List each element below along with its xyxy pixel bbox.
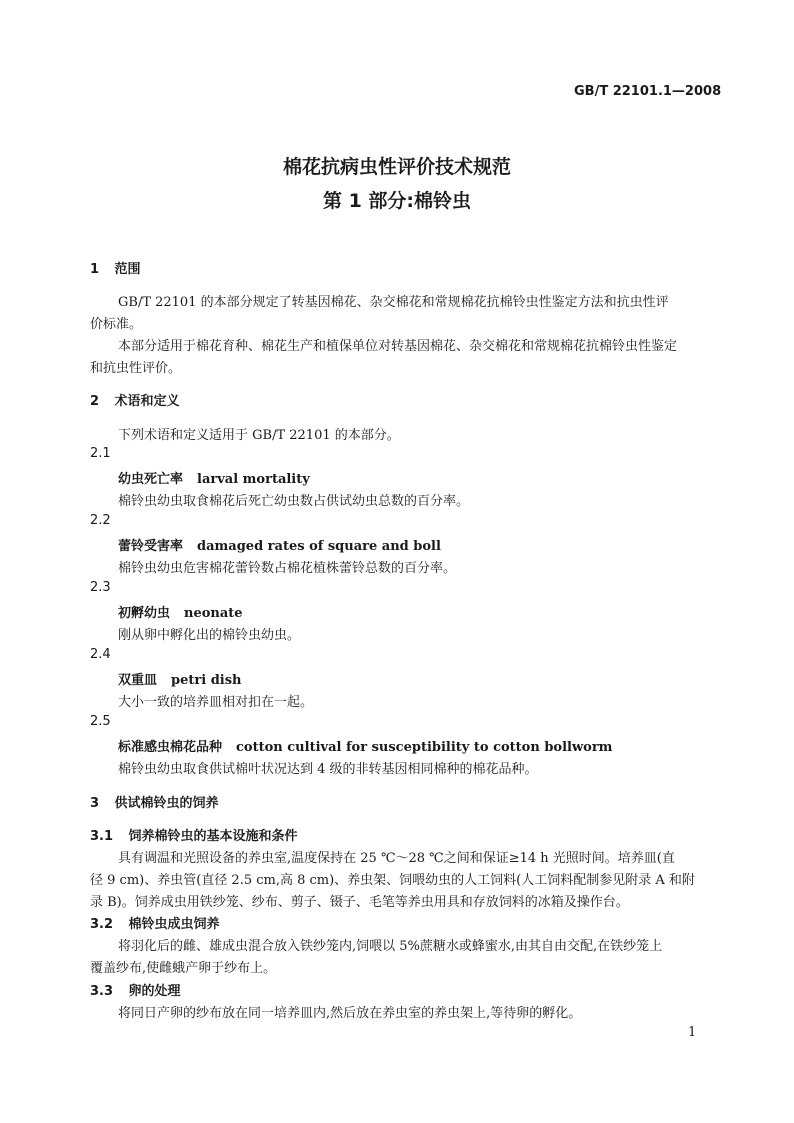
term-heading bbox=[118, 602, 243, 621]
term-definition: 棉铃虫幼虫取食棉花后死亡幼虫数占供试幼虫总数的百分率。 bbox=[118, 494, 470, 509]
term-definition: 棉铃虫幼虫危害棉花蕾铃数占棉花植株蕾铃总数的百分率。 bbox=[118, 561, 457, 576]
standard-code: GB/T 22101.1—2008 bbox=[574, 84, 722, 99]
subsection-3-2-heading bbox=[90, 913, 220, 932]
section-2-heading bbox=[90, 390, 180, 409]
term-definition: 棉铃虫幼虫取食供试棉叶状况达到 4 级的非转基因相同棉种的棉花品种。 bbox=[118, 762, 538, 777]
subsection-title: 饲养棉铃虫的基本设施和条件 bbox=[128, 829, 298, 844]
term-en: damaged rates of square and boll bbox=[197, 539, 441, 554]
subsection-3-3-heading bbox=[90, 980, 181, 999]
paragraph-line: 覆盖纱布,使雌蛾产卵于纱布上。 bbox=[90, 961, 277, 976]
term-heading bbox=[118, 669, 242, 688]
paragraph-line: 录 B)。饲养成虫用铁纱笼、纱布、剪子、镊子、毛笔等养虫用具和存放饲料的冰箱及操作台。 bbox=[90, 895, 629, 910]
term-zh: 蕾铃受害率 bbox=[118, 539, 184, 554]
subsection-title: 卵的处理 bbox=[128, 984, 181, 999]
term-number: 2.4 bbox=[90, 647, 111, 662]
subsection-3-1-heading bbox=[90, 825, 298, 844]
paragraph-line: 和抗虫性评价。 bbox=[90, 361, 182, 376]
document-title-line1: 棉花抗病虫性评价技术规范 bbox=[282, 156, 511, 178]
term-en: larval mortality bbox=[197, 472, 310, 487]
term-number: 2.1 bbox=[90, 446, 111, 461]
section-number: 2 bbox=[90, 394, 100, 409]
term-number: 2.5 bbox=[90, 714, 111, 729]
term-zh: 幼虫死亡率 bbox=[118, 472, 184, 487]
section-2-intro: 下列术语和定义适用于 GB/T 22101 的本部分。 bbox=[118, 428, 400, 443]
paragraph-line: 径 9 cm)、养虫管(直径 2.5 cm,高 8 cm)、养虫架、饲喂幼虫的人工饲料(人工饲料配制参见附录 A 和附 bbox=[90, 873, 695, 888]
paragraph-line: GB/T 22101 的本部分规定了转基因棉花、杂交棉花和常规棉花抗棉铃虫性鉴定方法和抗虫性评 bbox=[118, 295, 669, 310]
term-en: petri dish bbox=[171, 673, 242, 688]
section-title: 术语和定义 bbox=[114, 394, 180, 409]
term-number: 2.3 bbox=[90, 580, 111, 595]
term-definition: 大小一致的培养皿相对扣在一起。 bbox=[118, 695, 314, 710]
term-heading bbox=[118, 736, 612, 755]
section-1-heading bbox=[90, 258, 141, 277]
term-definition: 刚从卵中孵化出的棉铃虫幼虫。 bbox=[118, 628, 301, 643]
subsection-number: 3.2 bbox=[90, 917, 114, 932]
page-number: 1 bbox=[688, 1025, 697, 1040]
term-en: cotton cultival for susceptibility to cotton bollworm bbox=[236, 740, 613, 755]
subsection-number: 3.3 bbox=[90, 984, 114, 999]
subsection-number: 3.1 bbox=[90, 829, 114, 844]
section-number: 1 bbox=[90, 262, 100, 277]
paragraph-line: 将同日产卵的纱布放在同一培养皿内,然后放在养虫室的养虫架上,等待卵的孵化。 bbox=[118, 1006, 582, 1021]
paragraph-line: 将羽化后的雌、雄成虫混合放入铁纱笼内,饲喂以 5%蔗糖水或蜂蜜水,由其自由交配,在铁纱笼上 bbox=[118, 939, 663, 954]
section-number: 3 bbox=[90, 796, 100, 811]
section-3-heading bbox=[90, 792, 219, 811]
term-heading bbox=[118, 468, 310, 487]
paragraph-line: 价标准。 bbox=[90, 317, 143, 332]
term-en: neonate bbox=[184, 606, 243, 621]
term-zh: 初孵幼虫 bbox=[118, 606, 171, 621]
term-heading bbox=[118, 535, 441, 554]
section-title: 供试棉铃虫的饲养 bbox=[114, 796, 219, 811]
document-title-line2: 第 1 部分:棉铃虫 bbox=[322, 190, 472, 212]
section-title: 范围 bbox=[114, 262, 141, 277]
term-zh: 标准感虫棉花品种 bbox=[118, 740, 223, 755]
term-number: 2.2 bbox=[90, 513, 111, 528]
paragraph-line: 本部分适用于棉花育种、棉花生产和植保单位对转基因棉花、杂交棉花和常规棉花抗棉铃虫性鉴定 bbox=[118, 339, 678, 354]
term-zh: 双重皿 bbox=[118, 673, 158, 688]
paragraph-line: 具有调温和光照设备的养虫室,温度保持在 25 ℃～28 ℃之间和保证≥14 h 光照时间。培养皿(直 bbox=[118, 851, 675, 866]
subsection-title: 棉铃虫成虫饲养 bbox=[128, 917, 220, 932]
